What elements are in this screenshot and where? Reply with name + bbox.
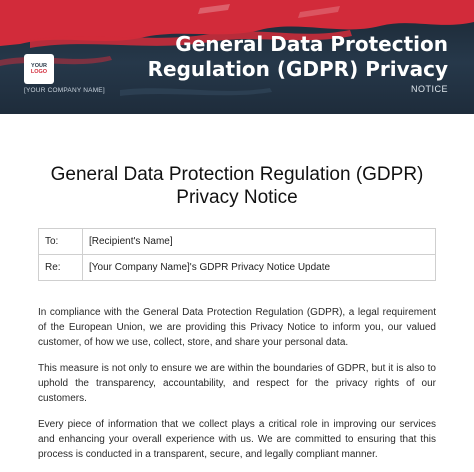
header-banner	[0, 0, 474, 114]
company-name: [YOUR COMPANY NAME]	[24, 87, 105, 94]
company-logo	[24, 54, 54, 84]
re-value: [Your Company Name]'s GDPR Privacy Notice Update	[83, 255, 436, 281]
table-row	[39, 255, 436, 281]
logo-text-top: YOUR	[31, 63, 47, 69]
paragraph-measure: This measure is not only to ensure we are within the boundaries of GDPR, but it is also to uphold the transparency, accountability, and respect for the privacy rights of our customers.	[38, 363, 436, 404]
table-row	[39, 229, 436, 255]
paragraph-intro: In compliance with the General Data Protection Regulation (GDPR), a legal requirement of the European Union, we are providing this Privacy Notice to inform you, our valued customer, of how we use, collect, store, and share your personal data.	[38, 307, 436, 348]
to-value: [Recipient's Name]	[83, 229, 436, 255]
re-label: Re:	[39, 255, 83, 281]
recipient-table	[38, 228, 436, 281]
banner-title: General Data Protection Regulation (GDPR) Privacy	[147, 32, 448, 81]
banner-subtitle: NOTICE	[410, 84, 448, 94]
to-label: To:	[39, 229, 83, 255]
paragraph-commitment: Every piece of information that we collect plays a critical role in improving our services and enhancing your overall experience with us. We are committed to ensuring that this process is conducted in a transparent, secure, and legally compliant manner.	[38, 419, 436, 460]
logo-text-bottom: LOGO	[30, 69, 48, 75]
document-title: General Data Protection Regulation (GDPR) Privacy Notice	[50, 164, 424, 208]
